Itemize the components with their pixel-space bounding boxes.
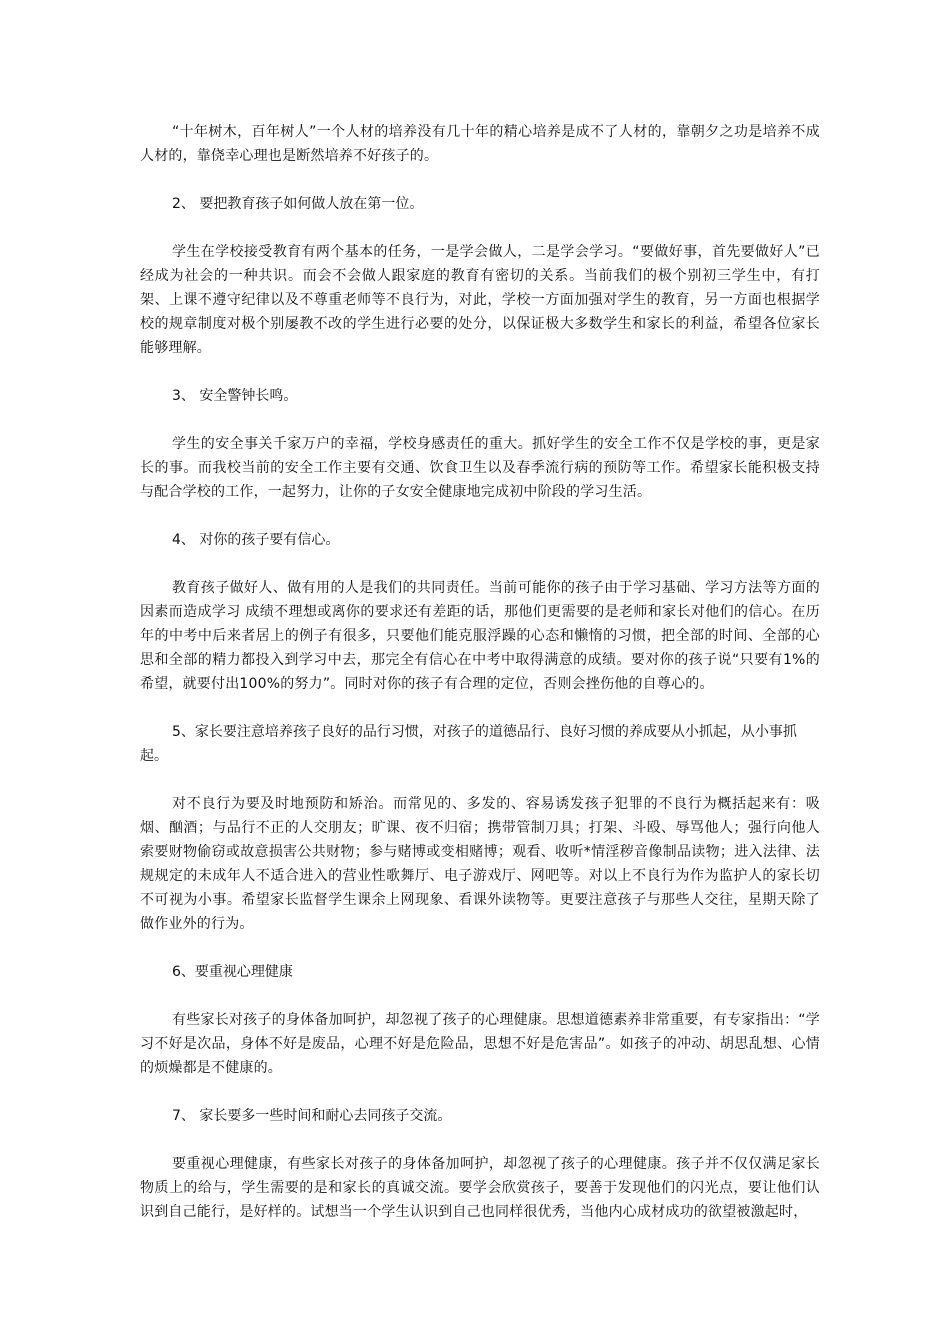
paragraph-gap <box>140 984 820 1008</box>
section-heading-7: 7、 家长要多一些时间和耐心去同孩子交流。 <box>172 1108 452 1124</box>
paragraph-section-6: 有些家长对孩子的身体备加呵护，却忽视了孩子的心理健康。思想道德素养非常重要，有专家指出：“学习不好是次品，身体不好是废品，心理不好是危险品，思想不好是危害品”。如孩子的冲动、胡思乱想、心情的烦燥都是不健康的。 <box>140 1012 820 1076</box>
paragraph-gap <box>140 1128 820 1152</box>
section-heading-6: 6、要重视心理健康 <box>172 964 293 980</box>
section-heading-2: 2、 要把教育孩子如何做人放在第一位。 <box>172 196 424 212</box>
paragraph-gap <box>140 504 820 528</box>
paragraph-gap <box>140 696 820 720</box>
paragraph-section-4: 教育孩子做好人、做有用的人是我们的共同责任。当前可能你的孩子由于学习基础、学习方法等方面的因素而造成学习 成绩不理想或离你的要求还有差距的话，那他们更需要的是老师和家长对他们的信心。在历年的中考中后来者居上的例子有很多，只要他们能克服浮躁的心态和懒惰的习惯，把全部的时间、全部的心思和全部的精力都投入到学习中去，那完全有信心在中考中取得满意的成绩。要对你的孩子说“只要有1%的希望，就要付出100%的努力”。同时对你的孩子有合理的定位，否则会挫伤他的自尊心的。 <box>140 580 820 692</box>
section-heading-5: 5、家长要注意培养孩子良好的品行习惯，对孩子的道德品行、良好习惯的养成要从小抓起，从小事抓起。 <box>140 724 797 764</box>
document-page <box>140 120 820 1224</box>
paragraph-section-7: 要重视心理健康，有些家长对孩子的身体备加呵护，却忽视了孩子的心理健康。孩子并不仅仅满足家长物质上的给与，学生需要的是和家长的真诚交流。要学会欣赏孩子，要善于发现他们的闪光点，要让他们认识到自己能行，是好样的。试想当一个学生认识到自己也同样很优秀，当他内心成材成功的欲望被激起时， <box>140 1156 820 1220</box>
paragraph-gap <box>140 168 820 192</box>
paragraph-gap <box>140 552 820 576</box>
paragraph-gap <box>140 408 820 432</box>
section-heading-3: 3、 安全警钟长鸣。 <box>172 388 298 404</box>
paragraph-section-5: 对不良行为要及时地预防和矫治。而常见的、多发的、容易诱发孩子犯罪的不良行为概括起来有：吸烟、酗酒；与品行不正的人交朋友；旷课、夜不归宿；携带管制刀具；打架、斗殴、辱骂他人；强行向他人索要财物偷窃或故意损害公共财物；参与赌博或变相赌博；观看、收听*情淫秽音像制品读物；进入法律、法规规定的未成年人不适合进入的营业性歌舞厅、电子游戏厅、网吧等。对以上不良行为作为监护人的家长切不可视为小事。希望家长监督学生课余上网现象、看课外读物等。更要注意孩子与那些人交往，星期天除了做作业外的行为。 <box>140 796 820 932</box>
paragraph-gap <box>140 360 820 384</box>
paragraph-gap <box>140 936 820 960</box>
paragraph-intro: “十年树木，百年树人”一个人材的培养没有几十年的精心培养是成不了人材的，靠朝夕之功是培养不成人材的，靠侥幸心理也是断然培养不好孩子的。 <box>140 124 820 164</box>
paragraph-gap <box>140 1080 820 1104</box>
paragraph-gap <box>140 216 820 240</box>
paragraph-gap <box>140 768 820 792</box>
paragraph-section-2: 学生在学校接受教育有两个基本的任务，一是学会做人，二是学会学习。“要做好事，首先要做好人”已经成为社会的一种共识。而会不会做人跟家庭的教育有密切的关系。当前我们的极个别初三学生中，有打架、上课不遵守纪律以及不尊重老师等不良行为，对此，学校一方面加强对学生的教育，另一方面也根据学校的规章制度对极个别屡教不改的学生进行必要的处分，以保证极大多数学生和家长的利益，希望各位家长能够理解。 <box>140 244 820 356</box>
section-heading-4: 4、 对你的孩子要有信心。 <box>172 532 340 548</box>
paragraph-section-3: 学生的安全事关千家万户的幸福，学校身感责任的重大。抓好学生的安全工作不仅是学校的事，更是家长的事。而我校当前的安全工作主要有交通、饮食卫生以及春季流行病的预防等工作。希望家长能积极支持与配合学校的工作，一起努力，让你的子女安全健康地完成初中阶段的学习生活。 <box>140 436 820 500</box>
